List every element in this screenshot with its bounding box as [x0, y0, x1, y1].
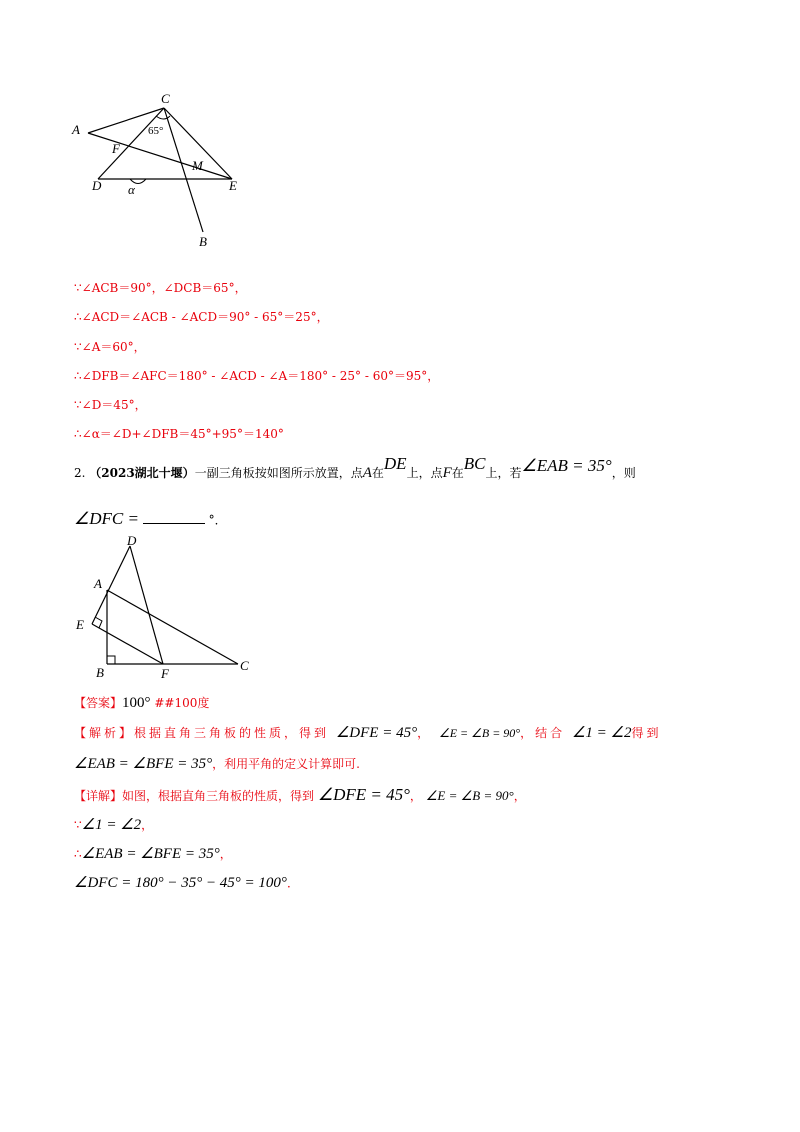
detail-tag: 【详解】: [74, 789, 123, 803]
detail-text: 如图，根据直角三角板的性质，得到: [122, 789, 315, 803]
solution-line: ∴∠DFB＝∠AFC＝180° - ∠ACD - ∠A＝180° - 25° - 60°＝95°，: [74, 369, 440, 383]
label-e: E: [229, 178, 237, 193]
detail-line-1: [74, 785, 526, 805]
question-number: 2.: [74, 466, 86, 480]
line-a-to-c: [107, 590, 238, 664]
label-m: M: [192, 158, 203, 173]
analysis-text: ，利用平角的定义计算即可.: [212, 757, 360, 771]
label-b: B: [199, 234, 207, 249]
label-b: B: [96, 665, 104, 680]
therefore-symbol: ∴: [74, 847, 82, 861]
label-c: C: [161, 91, 170, 106]
question-text: ，则: [611, 466, 636, 480]
label-a: A: [94, 576, 102, 591]
label-e: E: [76, 617, 84, 632]
question-source: （2023湖北十堰）: [89, 466, 195, 480]
label-c: C: [240, 658, 249, 673]
detail-math: ∠EAB = ∠BFE = 35°: [81, 846, 220, 862]
condition-angle: ∠EAB = 35°: [521, 456, 612, 475]
label-d: D: [92, 178, 102, 193]
ask-angle: ∠DFC =: [74, 509, 139, 528]
detail-math: ∠E = ∠B = 90°: [425, 788, 514, 803]
analysis-line-1: [74, 723, 662, 742]
solution-line: ∵∠D＝45°，: [74, 398, 147, 412]
analysis-math: ∠E = ∠B = 90°: [438, 726, 521, 740]
figure-1: [60, 86, 260, 256]
question-text: 上，点: [406, 466, 443, 480]
question-2-ask: [74, 509, 227, 529]
point-a: A: [362, 465, 372, 481]
figure-2: [70, 532, 260, 682]
question-text: 上，若: [485, 466, 522, 480]
label-a: A: [72, 122, 80, 137]
detail-text: ，: [219, 847, 232, 861]
question-text: 在: [371, 466, 384, 480]
detail-line-2: [74, 815, 153, 834]
detail-math: ∠1 = ∠2: [81, 817, 142, 833]
question-text: 在: [451, 466, 464, 480]
detail-text: ．: [286, 876, 299, 890]
answer-alt: ##100度: [154, 696, 210, 710]
degree-symbol: °．: [208, 513, 227, 527]
answer-line: [74, 694, 209, 712]
solution-line: ∴∠ACD＝∠ACB - ∠ACD＝90° - 65°＝25°，: [74, 310, 329, 324]
label-alpha: α: [128, 182, 135, 197]
segment-bc: BC: [463, 454, 486, 473]
because-symbol: ∵: [74, 818, 82, 832]
solution-line: ∵∠ACB＝90°，∠DCB＝65°，: [74, 281, 247, 295]
analysis-tag: 【解析】: [74, 726, 135, 740]
label-angle-65: 65°: [148, 125, 164, 137]
label-d: D: [127, 533, 137, 548]
label-f: F: [112, 141, 120, 156]
solution-line: ∵∠A＝60°，: [74, 340, 146, 354]
answer-value: 100°: [122, 695, 151, 711]
analysis-math: ∠EAB = ∠BFE = 35°: [74, 756, 213, 772]
solution-line: ∴∠α＝∠D+∠DFB＝45°+95°＝140°: [74, 427, 284, 441]
line-d-to-f: [130, 546, 163, 664]
analysis-text: ，结合: [520, 726, 566, 740]
detail-math: ∠DFC = 180° − 35° − 45° = 100°: [74, 875, 287, 891]
point-f: F: [442, 465, 452, 481]
analysis-math: ∠DFE = 45°: [335, 725, 418, 741]
detail-text: ，: [409, 789, 422, 803]
segment-de: DE: [383, 454, 407, 473]
detail-math: ∠DFE = 45°: [317, 785, 410, 804]
answer-blank: [143, 509, 205, 524]
line-e-to-f: [92, 624, 163, 664]
analysis-text: 得到: [631, 726, 662, 740]
question-text: 一副三角板按如图所示放置，点: [194, 466, 363, 480]
analysis-text: 根据直角三角板的性质，得到: [134, 726, 330, 740]
right-angle-b: [107, 656, 115, 664]
detail-text: ，: [513, 789, 526, 803]
answer-tag: 【答案】: [74, 696, 123, 710]
detail-line-3: [74, 844, 232, 863]
analysis-line-2: [74, 754, 360, 773]
question-2: [74, 454, 636, 482]
analysis-text: ，: [417, 726, 433, 740]
label-f: F: [161, 666, 169, 681]
detail-line-4: [74, 873, 299, 892]
detail-text: ，: [141, 818, 154, 832]
analysis-math: ∠1 = ∠2: [571, 725, 632, 741]
